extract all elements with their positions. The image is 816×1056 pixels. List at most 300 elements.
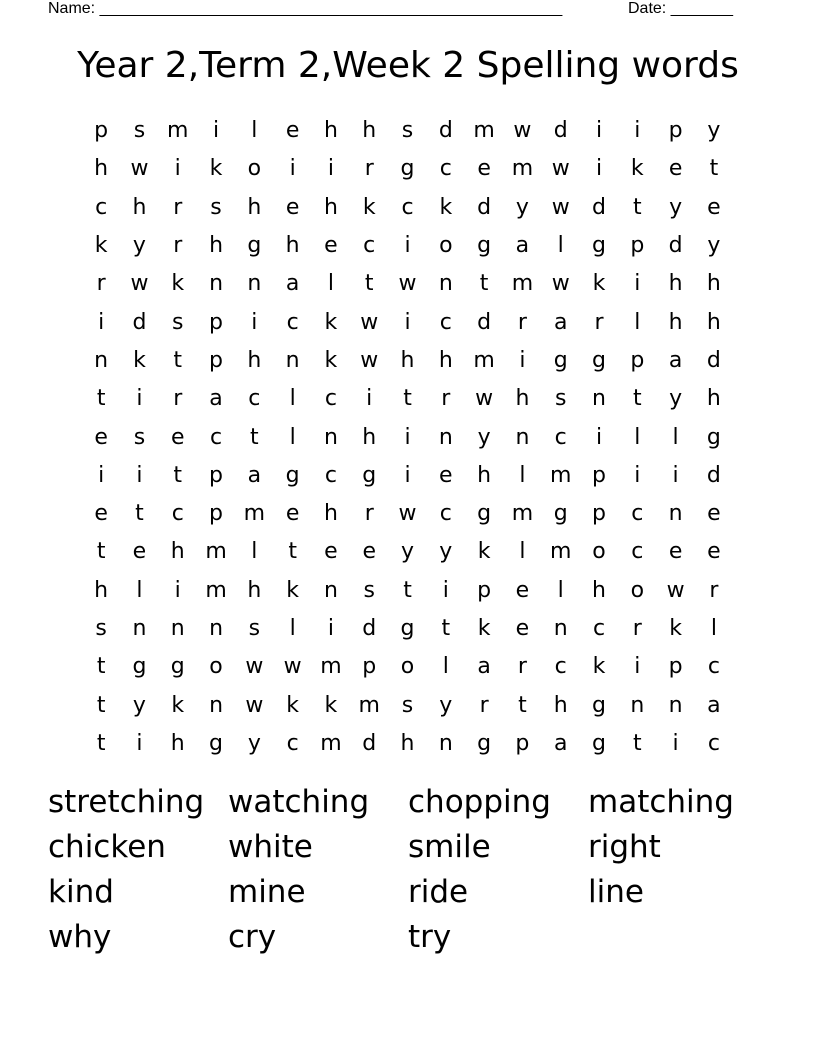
grid-letter: s xyxy=(133,118,146,144)
grid-letter: o xyxy=(630,577,645,603)
grid-letter: m xyxy=(320,654,342,680)
grid-letter: g xyxy=(706,424,721,450)
grid-letter: i xyxy=(404,462,411,488)
grid-letter: e xyxy=(707,501,721,527)
grid-letter: e xyxy=(477,156,491,182)
grid-letter: r xyxy=(709,577,719,603)
grid-letter: n xyxy=(668,692,683,718)
grid-letter: r xyxy=(441,386,451,412)
grid-letter: d xyxy=(362,730,377,756)
grid-letter: t xyxy=(96,539,106,565)
grid-letter: c xyxy=(439,309,452,335)
grid-letter: r xyxy=(364,501,374,527)
grid-letter: h xyxy=(323,118,338,144)
grid-letter: w xyxy=(398,271,417,297)
grid-letter: g xyxy=(592,730,606,756)
grid-letter: s xyxy=(401,692,414,718)
grid-letter: c xyxy=(401,194,414,220)
grid-letter: i xyxy=(595,118,603,144)
grid-letter: r xyxy=(173,233,183,259)
grid-letter: e xyxy=(170,424,185,450)
grid-letter: h xyxy=(132,194,147,220)
grid-row xyxy=(82,150,733,188)
grid-letter: c xyxy=(439,156,452,182)
grid-letter: g xyxy=(247,233,262,259)
grid-letter: n xyxy=(323,577,338,603)
grid-letter: s xyxy=(248,616,261,641)
grid-letter: h xyxy=(706,309,721,335)
grid-letter: d xyxy=(132,309,147,335)
grid-letter: s xyxy=(363,577,375,603)
word-list-item: mine xyxy=(228,874,306,910)
grid-letter: m xyxy=(205,577,227,603)
grid-letter: i xyxy=(136,386,143,412)
grid-letter: n xyxy=(630,692,645,718)
grid-letter: d xyxy=(553,118,568,144)
grid-letter: g xyxy=(132,654,147,680)
grid-letter: g xyxy=(285,462,300,488)
grid-letter: o xyxy=(592,539,606,565)
grid-letter: y xyxy=(707,118,721,144)
grid-row xyxy=(82,725,733,763)
grid-letter: g xyxy=(400,616,415,641)
grid-letter: i xyxy=(519,347,526,373)
grid-letter: c xyxy=(171,501,184,527)
grid-letter: h xyxy=(668,309,683,335)
grid-row xyxy=(82,418,733,456)
grid-letter: y xyxy=(477,424,491,450)
grid-letter: i xyxy=(442,577,449,603)
grid-letter: l xyxy=(442,654,449,680)
grid-letter: l xyxy=(289,424,296,450)
grid-letter: t xyxy=(632,194,642,220)
grid-letter: c xyxy=(248,386,261,412)
grid-letter: t xyxy=(518,692,527,718)
grid-letter: h xyxy=(94,577,109,603)
grid-letter: n xyxy=(209,616,224,641)
grid-letter: t xyxy=(250,424,259,450)
grid-letter: e xyxy=(94,501,108,527)
grid-letter: w xyxy=(398,501,417,527)
grid-letter: k xyxy=(324,692,338,718)
grid-letter: h xyxy=(285,233,300,259)
word-list-item: matching xyxy=(588,784,734,820)
grid-letter: w xyxy=(666,577,685,603)
word-list-item: why xyxy=(48,919,112,955)
grid-letter: h xyxy=(592,577,606,603)
grid-letter: e xyxy=(707,539,721,565)
grid-row xyxy=(82,227,733,265)
grid-letter: i xyxy=(404,424,411,450)
grid-letter: n xyxy=(592,386,606,412)
grid-letter: h xyxy=(170,539,185,565)
grid-letter: t xyxy=(403,386,412,412)
grid-letter: n xyxy=(553,616,568,641)
grid-letter: n xyxy=(515,424,530,450)
grid-letter: i xyxy=(174,577,181,603)
grid-letter: c xyxy=(439,501,452,527)
grid-letter: i xyxy=(327,156,334,182)
grid-letter: t xyxy=(173,347,183,373)
grid-letter: h xyxy=(668,271,683,297)
grid-letter: i xyxy=(366,386,373,412)
word-list-item: watching xyxy=(228,784,370,820)
grid-letter: e xyxy=(668,156,683,182)
grid-letter: w xyxy=(360,347,379,373)
grid-letter: l xyxy=(519,462,526,488)
grid-letter: h xyxy=(209,233,224,259)
grid-row xyxy=(82,495,733,533)
grid-letter: r xyxy=(96,271,106,297)
word-list-item: right xyxy=(588,829,661,865)
grid-letter: i xyxy=(136,462,143,488)
grid-letter: e xyxy=(285,501,300,527)
grid-letter: n xyxy=(323,424,338,450)
grid-letter: e xyxy=(515,616,530,641)
grid-letter: m xyxy=(473,347,495,373)
grid-letter: c xyxy=(592,616,606,641)
grid-letter: p xyxy=(668,654,683,680)
header-line xyxy=(48,0,748,20)
grid-letter: i xyxy=(289,156,296,182)
grid-letter: e xyxy=(285,118,300,144)
grid-letter: w xyxy=(551,271,570,297)
grid-letter: i xyxy=(251,309,258,335)
grid-letter: a xyxy=(553,730,568,756)
grid-letter: i xyxy=(672,730,679,756)
grid-letter: o xyxy=(400,654,415,680)
grid-row xyxy=(82,686,733,724)
grid-letter: e xyxy=(94,424,108,450)
grid-letter: p xyxy=(630,347,645,373)
grid-letter: d xyxy=(477,194,492,220)
grid-letter: r xyxy=(632,616,642,641)
grid-letter: l xyxy=(557,233,564,259)
grid-letter: s xyxy=(210,194,222,220)
grid-letter: k xyxy=(477,616,491,641)
grid-letter: r xyxy=(364,156,374,182)
grid-letter: i xyxy=(595,424,603,450)
grid-letter: p xyxy=(592,462,606,488)
grid-letter: p xyxy=(668,118,683,144)
grid-letter: o xyxy=(439,233,453,259)
grid-letter: m xyxy=(205,539,227,565)
grid-letter: n xyxy=(247,271,262,297)
grid-letter: n xyxy=(94,347,109,373)
grid-letter: y xyxy=(707,233,721,259)
grid-letter: d xyxy=(706,462,721,488)
grid-letter: t xyxy=(96,654,106,680)
grid-letter: y xyxy=(439,692,453,718)
grid-letter: w xyxy=(245,654,264,680)
grid-letter: h xyxy=(477,462,492,488)
grid-row xyxy=(82,457,733,495)
grid-row xyxy=(82,303,733,341)
grid-letter: i xyxy=(136,730,143,756)
grid-letter: c xyxy=(363,233,376,259)
grid-letter: e xyxy=(515,577,530,603)
grid-letter: m xyxy=(511,501,534,527)
grid-letter: n xyxy=(209,271,224,297)
grid-letter: s xyxy=(133,424,146,450)
grid-letter: e xyxy=(707,194,721,220)
grid-letter: k xyxy=(286,577,299,603)
grid-letter: p xyxy=(515,730,530,756)
grid-letter: s xyxy=(554,386,567,412)
grid-letter: w xyxy=(360,309,379,335)
grid-row xyxy=(82,189,733,227)
grid-letter: t xyxy=(632,386,642,412)
grid-letter: y xyxy=(669,386,683,412)
grid-letter: g xyxy=(553,501,568,527)
grid-letter: i xyxy=(634,654,641,680)
grid-letter: h xyxy=(247,347,262,373)
grid-letter: h xyxy=(400,730,415,756)
grid-letter: y xyxy=(515,194,529,220)
grid-letter: w xyxy=(551,156,570,182)
grid-letter: r xyxy=(517,654,527,680)
grid-letter: k xyxy=(94,233,108,259)
grid-letter: t xyxy=(135,501,144,527)
grid-letter: m xyxy=(320,730,342,756)
grid-letter: l xyxy=(327,271,334,297)
grid-letter: i xyxy=(212,118,220,144)
word-list-item: kind xyxy=(48,874,114,910)
grid-letter: s xyxy=(172,309,184,335)
grid-letter: i xyxy=(327,616,334,641)
grid-letter: e xyxy=(668,539,683,565)
grid-letter: a xyxy=(285,271,300,297)
grid-letter: g xyxy=(362,462,377,488)
word-list-item: line xyxy=(588,874,644,910)
grid-letter: s xyxy=(95,616,107,641)
grid-letter: m xyxy=(473,118,495,144)
grid-letter: l xyxy=(634,309,641,335)
grid-letter: y xyxy=(132,692,146,718)
grid-letter: h xyxy=(438,347,453,373)
grid-letter: c xyxy=(324,462,337,488)
grid-letter: d xyxy=(592,194,606,220)
grid-row xyxy=(82,533,733,571)
grid-letter: h xyxy=(94,156,109,182)
grid-letter: k xyxy=(439,194,453,220)
grid-letter: w xyxy=(551,194,570,220)
word-list-item: ride xyxy=(408,874,469,910)
grid-letter: k xyxy=(362,194,376,220)
grid-letter: c xyxy=(554,424,567,450)
grid-letter: h xyxy=(362,118,377,144)
grid-letter: y xyxy=(132,233,146,259)
grid-letter: w xyxy=(513,118,532,144)
grid-letter: k xyxy=(324,347,338,373)
grid-letter: s xyxy=(401,118,414,144)
grid-letter: d xyxy=(477,309,492,335)
grid-letter: y xyxy=(401,539,415,565)
grid-letter: t xyxy=(96,692,106,718)
grid-letter: a xyxy=(707,692,721,718)
grid-letter: h xyxy=(323,194,338,220)
word-list-item: white xyxy=(228,829,313,865)
grid-letter: n xyxy=(438,424,453,450)
grid-row xyxy=(82,610,733,648)
grid-letter: l xyxy=(634,424,641,450)
grid-row xyxy=(82,112,733,150)
grid-letter: w xyxy=(245,692,264,718)
grid-letter: e xyxy=(439,462,453,488)
grid-letter: a xyxy=(515,233,530,259)
grid-letter: l xyxy=(557,577,564,603)
grid-letter: i xyxy=(634,118,641,144)
grid-letter: m xyxy=(167,118,189,144)
word-list-item: stretching xyxy=(48,784,205,820)
grid-letter: y xyxy=(439,539,453,565)
grid-letter: h xyxy=(706,271,721,297)
word-list xyxy=(48,780,768,960)
grid-letter: n xyxy=(170,616,185,641)
grid-letter: h xyxy=(247,194,262,220)
grid-letter: g xyxy=(209,730,224,756)
word-search-grid xyxy=(82,112,733,763)
grid-letter: l xyxy=(251,539,258,565)
grid-letter: m xyxy=(511,156,534,182)
grid-letter: t xyxy=(441,616,451,641)
grid-letter: c xyxy=(209,424,223,450)
grid-letter: m xyxy=(243,501,266,527)
grid-letter: i xyxy=(404,309,411,335)
grid-letter: d xyxy=(706,347,721,373)
grid-letter: n xyxy=(132,616,147,641)
grid-letter: l xyxy=(251,118,258,144)
grid-letter: c xyxy=(631,501,644,527)
grid-letter: l xyxy=(136,577,143,603)
grid-letter: p xyxy=(630,233,645,259)
grid-letter: g xyxy=(477,501,492,527)
grid-letter: p xyxy=(209,309,224,335)
grid-letter: y xyxy=(247,730,261,756)
grid-letter: m xyxy=(549,539,572,565)
grid-letter: n xyxy=(209,692,224,718)
grid-letter: k xyxy=(592,271,606,297)
grid-letter: l xyxy=(289,616,296,641)
grid-letter: g xyxy=(477,730,492,756)
grid-letter: t xyxy=(632,730,642,756)
grid-letter: g xyxy=(170,654,185,680)
grid-letter: r xyxy=(479,692,489,718)
grid-letter: e xyxy=(362,539,376,565)
grid-letter: t xyxy=(709,156,719,182)
grid-letter: h xyxy=(170,730,185,756)
grid-letter: t xyxy=(96,386,106,412)
word-list-item: chicken xyxy=(48,829,166,865)
grid-letter: t xyxy=(364,271,374,297)
grid-letter: d xyxy=(668,233,683,259)
grid-row xyxy=(82,572,733,610)
grid-letter: l xyxy=(289,386,296,412)
grid-letter: m xyxy=(511,271,534,297)
grid-letter: n xyxy=(438,271,453,297)
word-list-item: chopping xyxy=(408,784,551,820)
grid-letter: a xyxy=(247,462,262,488)
grid-letter: r xyxy=(594,309,604,335)
grid-letter: w xyxy=(130,271,149,297)
page-title: Year 2,Term 2,Week 2 Spelling words xyxy=(77,45,739,86)
grid-row xyxy=(82,265,733,303)
grid-letter: o xyxy=(247,156,262,182)
grid-letter: t xyxy=(173,462,183,488)
grid-letter: r xyxy=(173,194,183,220)
grid-letter: h xyxy=(362,424,377,450)
grid-letter: t xyxy=(288,539,297,565)
date-field-label: Date: _______ xyxy=(628,0,733,17)
grid-letter: c xyxy=(286,730,299,756)
word-list-item: smile xyxy=(408,829,491,865)
grid-letter: w xyxy=(130,156,149,182)
grid-letter: d xyxy=(362,616,377,641)
grid-letter: n xyxy=(285,347,300,373)
grid-letter: p xyxy=(209,347,224,373)
grid-letter: c xyxy=(324,386,337,412)
grid-letter: e xyxy=(285,194,300,220)
grid-letter: l xyxy=(519,539,526,565)
grid-letter: w xyxy=(283,654,302,680)
grid-letter: o xyxy=(209,654,223,680)
grid-letter: g xyxy=(592,233,606,259)
grid-letter: a xyxy=(209,386,223,412)
grid-letter: h xyxy=(323,501,338,527)
grid-letter: i xyxy=(634,271,641,297)
grid-letter: c xyxy=(707,730,720,756)
grid-letter: h xyxy=(553,692,568,718)
grid-letter: g xyxy=(592,347,606,373)
grid-letter: a xyxy=(668,347,683,373)
grid-letter: k xyxy=(171,271,185,297)
grid-letter: i xyxy=(98,462,105,488)
grid-letter: e xyxy=(132,539,147,565)
grid-letter: g xyxy=(477,233,492,259)
grid-letter: r xyxy=(173,386,183,412)
grid-letter: l xyxy=(672,424,679,450)
grid-letter: t xyxy=(96,730,106,756)
grid-letter: i xyxy=(98,309,105,335)
grid-letter: h xyxy=(515,386,530,412)
grid-letter: k xyxy=(209,156,223,182)
grid-row xyxy=(82,342,733,380)
grid-letter: m xyxy=(549,462,572,488)
grid-letter: k xyxy=(630,156,644,182)
grid-letter: n xyxy=(438,730,453,756)
grid-letter: y xyxy=(669,194,683,220)
grid-letter: i xyxy=(404,233,411,259)
grid-letter: h xyxy=(247,577,262,603)
grid-letter: k xyxy=(133,347,146,373)
grid-letter: h xyxy=(400,347,415,373)
grid-letter: g xyxy=(553,347,568,373)
grid-letter: a xyxy=(553,309,568,335)
grid-letter: p xyxy=(209,501,224,527)
grid-row xyxy=(82,648,733,686)
grid-letter: i xyxy=(672,462,679,488)
grid-letter: e xyxy=(324,233,338,259)
grid-letter: g xyxy=(400,156,415,182)
grid-letter: g xyxy=(592,692,606,718)
name-field-label: Name: ____________________________________________________ xyxy=(48,0,563,17)
grid-letter: h xyxy=(706,386,721,412)
grid-letter: k xyxy=(477,539,491,565)
grid-letter: k xyxy=(324,309,338,335)
grid-letter: w xyxy=(475,386,494,412)
grid-letter: p xyxy=(94,118,109,144)
grid-letter: p xyxy=(477,577,492,603)
